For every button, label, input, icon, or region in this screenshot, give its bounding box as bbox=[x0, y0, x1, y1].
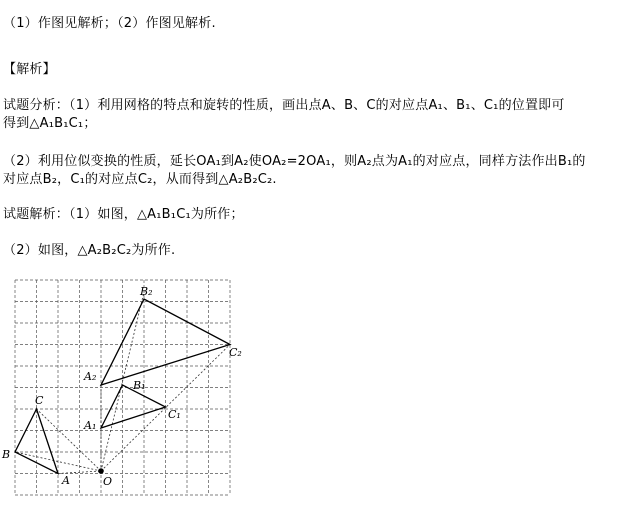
label-c1: C₁ bbox=[168, 408, 181, 421]
label-a2: A₂ bbox=[84, 370, 97, 383]
label-a1: A₁ bbox=[84, 419, 97, 432]
section-title: 【解析】 bbox=[3, 62, 56, 77]
analysis-line-3: （2）利用位似变换的性质，延长OA₁到A₂使OA₂=2OA₁，则A₂点为A₁的对应点，同样方法作出B₁的 bbox=[3, 154, 586, 169]
point-o-dot bbox=[98, 468, 104, 474]
analysis-line-4: 对应点B₂，C₁的对应点C₂，从而得到△A₂B₂C₂. bbox=[3, 172, 277, 187]
analysis-line-2: 得到△A₁B₁C₁； bbox=[3, 116, 97, 131]
label-b2: B₂ bbox=[140, 285, 153, 298]
answer-line: （1）作图见解析；（2）作图见解析. bbox=[3, 16, 216, 31]
geometry-figure bbox=[0, 268, 260, 508]
solution-line-1: 试题解析：（1）如图，△A₁B₁C₁为所作； bbox=[3, 207, 244, 222]
label-o: O bbox=[103, 475, 113, 488]
label-a: A bbox=[62, 474, 70, 487]
label-b1: B₁ bbox=[133, 379, 146, 392]
label-c: C bbox=[35, 394, 44, 407]
dashed-grid bbox=[15, 280, 230, 495]
solution-line-2: （2）如图，△A₂B₂C₂为所作. bbox=[3, 243, 176, 258]
label-c2: C₂ bbox=[229, 346, 242, 359]
analysis-line-1: 试题分析：（1）利用网格的特点和旋转的性质，画出点A、B、C的对应点A₁、B₁、C₁的位置即可 bbox=[3, 98, 565, 113]
label-b: B bbox=[2, 448, 11, 461]
